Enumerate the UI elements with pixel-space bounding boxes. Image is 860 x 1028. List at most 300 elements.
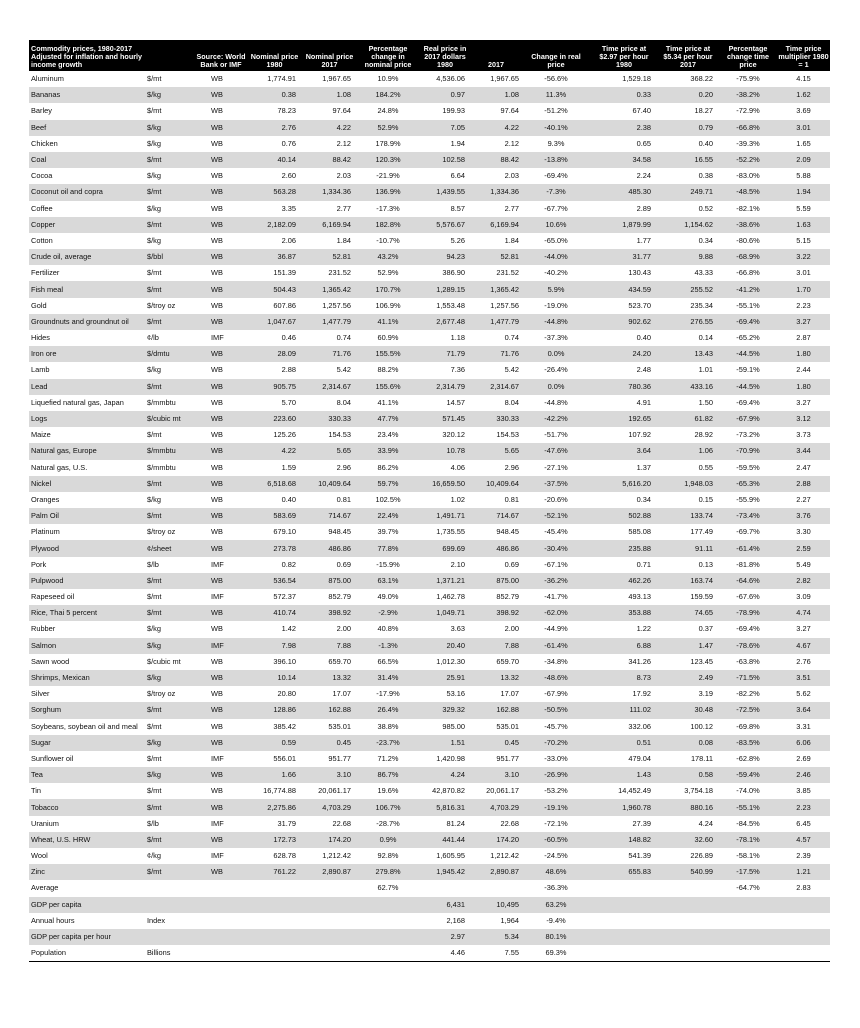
table-row	[29, 897, 830, 913]
change-real-cell: -56.6%	[544, 74, 568, 84]
table-title: Commodity prices, 1980-2017 Adjusted for inflation and hourly income growth	[31, 44, 143, 69]
change-real-cell: -51.7%	[544, 430, 568, 440]
commodity-name-cell: Fertilizer	[31, 268, 60, 278]
commodity-name-cell: Lamb	[31, 365, 50, 375]
source-cell	[195, 897, 247, 913]
real-2017-cell: 10,495	[496, 899, 519, 909]
nominal-2017-cell: 4,703.29	[322, 802, 351, 812]
pct-change-time-cell: -83.5%	[736, 737, 760, 747]
nominal-1980-cell: 556.01	[273, 753, 296, 763]
pct-change-time-cell: -73.4%	[736, 511, 760, 521]
table-body	[29, 71, 830, 962]
pct-change-time-cell: -78.1%	[736, 834, 760, 844]
pct-change-time-cell: -59.1%	[736, 365, 760, 375]
unit-cell: $/cubic mt	[147, 414, 181, 424]
real-1980-cell: 2,314.79	[436, 381, 465, 391]
source-cell: WB	[211, 608, 223, 618]
table-row	[29, 880, 830, 896]
time-price-2017-cell: 28.92	[694, 430, 713, 440]
time-multiplier-cell: 6.06	[796, 737, 811, 747]
commodity-name-cell: Coal	[31, 155, 47, 165]
change-real-cell: -61.4%	[544, 640, 568, 650]
nominal-1980-cell: 6,518.68	[267, 478, 296, 488]
pct-change-time-cell: -64.6%	[736, 575, 760, 585]
change-real-cell: -50.5%	[544, 705, 568, 715]
time-price-2017-cell: 0.20	[698, 90, 713, 100]
time-price-1980-cell: 1,960.78	[622, 802, 651, 812]
change-real-cell: -19.0%	[544, 300, 568, 310]
source-cell: IMF	[211, 851, 224, 861]
time-price-1980-cell: 780.36	[628, 381, 651, 391]
unit-cell: $/bbl	[147, 252, 164, 262]
real-2017-cell: 2,314.67	[490, 381, 519, 391]
nominal-2017-cell: 330.33	[328, 414, 351, 424]
change-real-cell: -70.2%	[544, 737, 568, 747]
change-real-cell: -44.9%	[544, 624, 568, 634]
real-2017-cell: 951.77	[496, 753, 519, 763]
unit-cell: $/dmtu	[147, 349, 170, 359]
time-price-2017-cell: 74.65	[694, 608, 713, 618]
commodity-name-cell: Tea	[31, 770, 43, 780]
time-price-1980-cell: 4.91	[636, 397, 651, 407]
time-price-1980-cell	[591, 929, 657, 945]
unit-cell: $/kg	[147, 90, 161, 100]
real-2017-cell	[471, 880, 521, 896]
unit-cell: $/mt	[147, 106, 162, 116]
time-price-1980-cell: 479.04	[628, 753, 651, 763]
nominal-2017-cell: 714.67	[328, 511, 351, 521]
time-price-2017-cell	[657, 945, 719, 962]
nominal-2017-cell: 398.92	[328, 608, 351, 618]
time-multiplier-cell: 2.69	[796, 753, 811, 763]
time-price-2017-cell: 2.49	[698, 673, 713, 683]
change-real-cell: -13.8%	[544, 155, 568, 165]
nominal-2017-cell: 0.74	[336, 333, 351, 343]
real-2017-cell: 948.45	[496, 527, 519, 537]
time-price-2017-cell	[657, 913, 719, 929]
time-price-2017-cell: 0.34	[698, 235, 713, 245]
real-1980-cell: 386.90	[442, 268, 465, 278]
unit-cell: $/mt	[147, 786, 162, 796]
commodity-name-cell: Salmon	[31, 640, 57, 650]
time-multiplier-cell: 5.62	[796, 689, 811, 699]
source-cell	[195, 880, 247, 896]
time-price-2017-cell: 13.43	[694, 349, 713, 359]
time-multiplier-cell: 2.47	[796, 462, 811, 472]
time-multiplier-cell: 5.15	[796, 235, 811, 245]
nominal-1980-cell: 223.60	[273, 414, 296, 424]
table-row	[29, 573, 830, 589]
real-2017-cell: 875.00	[496, 575, 519, 585]
commodity-name-cell: Pulpwood	[31, 575, 64, 585]
pct-change-time-cell: -63.8%	[736, 656, 760, 666]
real-1980-cell: 8.57	[450, 203, 465, 213]
change-real-cell: -37.3%	[544, 333, 568, 343]
unit-cell: $/kg	[147, 624, 161, 634]
real-2017-cell: 1,212.42	[490, 851, 519, 861]
source-cell: WB	[211, 74, 223, 84]
change-real-cell: -36.2%	[544, 575, 568, 585]
nominal-2017-cell: 1,967.65	[322, 74, 351, 84]
commodity-name-cell: Bananas	[31, 90, 61, 100]
table-row	[29, 379, 830, 395]
source-cell: WB	[211, 138, 223, 148]
pct-change-nominal-cell: 63.1%	[377, 575, 399, 585]
pct-change-time-cell: -67.6%	[736, 592, 760, 602]
nominal-1980-cell: 7.98	[281, 640, 296, 650]
pct-change-time-cell: -55.1%	[736, 300, 760, 310]
unit-cell: Billions	[147, 948, 171, 958]
time-price-1980-cell: 902.62	[628, 316, 651, 326]
time-multiplier-cell: 2.87	[796, 333, 811, 343]
nominal-1980-cell: 628.78	[273, 851, 296, 861]
pct-change-time-cell: -52.2%	[736, 155, 760, 165]
time-price-1980-cell: 0.51	[636, 737, 651, 747]
pct-change-time-cell: -65.2%	[736, 333, 760, 343]
nominal-1980-cell: 0.40	[281, 494, 296, 504]
time-multiplier-cell: 2.23	[796, 802, 811, 812]
real-1980-cell: 1.18	[450, 333, 465, 343]
unit-cell: $/mt	[147, 834, 162, 844]
time-multiplier-cell: 5.88	[796, 171, 811, 181]
time-multiplier-cell: 3.12	[796, 414, 811, 424]
pct-change-nominal-cell: 88.2%	[377, 365, 399, 375]
change-real-cell: -72.1%	[544, 818, 568, 828]
source-cell: WB	[211, 462, 223, 472]
table-row	[29, 540, 830, 556]
commodity-name-cell: Annual hours	[31, 915, 75, 925]
time-price-1980-cell: 434.59	[628, 284, 651, 294]
pct-change-time-cell	[719, 897, 777, 913]
pct-change-nominal-cell: 19.6%	[377, 786, 399, 796]
table-row	[29, 524, 830, 540]
pct-change-nominal-cell: -1.3%	[378, 640, 398, 650]
nominal-1980-cell: 563.28	[273, 187, 296, 197]
pct-change-nominal-cell: 92.8%	[377, 851, 399, 861]
table-row	[29, 686, 830, 702]
pct-change-nominal-cell: 136.9%	[375, 187, 401, 197]
header-pct-nominal: Percentage change in nominal price	[364, 44, 412, 69]
nominal-2017-cell: 5.42	[336, 365, 351, 375]
table-row	[29, 249, 830, 265]
time-price-1980-cell	[591, 913, 657, 929]
nominal-1980-cell	[247, 913, 302, 929]
source-cell: WB	[211, 770, 223, 780]
pct-change-nominal-cell: 86.7%	[377, 770, 399, 780]
header-nominal-1980: Nominal price 1980	[250, 52, 299, 69]
nominal-2017-cell: 951.77	[328, 753, 351, 763]
source-cell: IMF	[211, 753, 224, 763]
table-header-row	[29, 40, 830, 71]
pct-change-nominal-cell: 155.5%	[375, 349, 401, 359]
source-cell: WB	[211, 122, 223, 132]
real-2017-cell: 7.88	[504, 640, 519, 650]
time-multiplier-cell: 3.85	[796, 786, 811, 796]
time-multiplier-cell: 1.80	[796, 349, 811, 359]
real-2017-cell: 88.42	[500, 155, 519, 165]
time-price-2017-cell: 4.24	[698, 818, 713, 828]
time-price-2017-cell: 276.55	[690, 316, 713, 326]
source-cell: WB	[211, 737, 223, 747]
unit-cell: $/troy oz	[147, 689, 176, 699]
nominal-2017-cell: 1,334.36	[322, 187, 351, 197]
header-source: Source: World Bank or IMF	[196, 52, 246, 69]
time-multiplier-cell: 5.59	[796, 203, 811, 213]
pct-change-nominal-cell: 71.2%	[377, 753, 399, 763]
unit-cell: $/kg	[147, 640, 161, 650]
real-2017-cell: 2.03	[504, 171, 519, 181]
pct-change-time-cell: -83.0%	[736, 171, 760, 181]
real-1980-cell: 2.97	[450, 932, 465, 942]
commodity-name-cell: Logs	[31, 414, 48, 424]
real-1980-cell: 1,420.98	[436, 753, 465, 763]
time-price-2017-cell	[657, 880, 719, 896]
commodity-name-cell: Nickel	[31, 478, 52, 488]
nominal-1980-cell: 2,275.86	[267, 802, 296, 812]
unit-cell: $/kg	[147, 770, 161, 780]
time-price-2017-cell: 1.01	[698, 365, 713, 375]
change-real-cell: 0.0%	[547, 349, 565, 359]
nominal-1980-cell: 273.78	[273, 543, 296, 553]
change-real-cell: -26.9%	[544, 770, 568, 780]
unit-cell	[145, 880, 195, 896]
real-1980-cell: 1,553.48	[436, 300, 465, 310]
unit-cell: ¢/kg	[147, 851, 161, 861]
real-2017-cell: 0.45	[504, 737, 519, 747]
source-cell: WB	[211, 656, 223, 666]
real-1980-cell: 7.05	[450, 122, 465, 132]
nominal-2017-cell: 1.08	[336, 90, 351, 100]
unit-cell: $/mt	[147, 430, 162, 440]
time-multiplier-cell: 3.09	[796, 592, 811, 602]
pct-change-time-cell	[719, 913, 777, 929]
real-2017-cell: 10,409.64	[486, 478, 519, 488]
pct-change-time-cell: -55.9%	[736, 494, 760, 504]
nominal-2017-cell: 52.81	[332, 252, 351, 262]
table-row	[29, 152, 830, 168]
real-2017-cell: 486.86	[496, 543, 519, 553]
nominal-2017-cell: 22.68	[332, 818, 351, 828]
pct-change-nominal-cell: 155.6%	[375, 381, 401, 391]
source-cell: WB	[211, 705, 223, 715]
pct-change-nominal-cell	[357, 897, 419, 913]
change-real-cell: -60.5%	[544, 834, 568, 844]
nominal-1980-cell: 1,047.67	[267, 316, 296, 326]
real-2017-cell: 7.55	[504, 948, 519, 958]
time-price-1980-cell: 0.33	[636, 90, 651, 100]
time-price-2017-cell: 100.12	[690, 721, 713, 731]
time-multiplier-cell: 2.59	[796, 543, 811, 553]
time-price-1980-cell: 655.83	[628, 867, 651, 877]
commodity-name-cell: Rapeseed oil	[31, 592, 75, 602]
time-price-2017-cell: 0.52	[698, 203, 713, 213]
time-price-2017-cell: 226.89	[690, 851, 713, 861]
unit-cell: $/mt	[147, 478, 162, 488]
nominal-2017-cell: 1,257.56	[322, 300, 351, 310]
pct-change-time-cell: -82.1%	[736, 203, 760, 213]
pct-change-time-cell: -38.2%	[736, 90, 760, 100]
time-price-2017-cell: 3.19	[698, 689, 713, 699]
time-price-1980-cell: 2.24	[636, 171, 651, 181]
nominal-1980-cell: 10.14	[277, 673, 296, 683]
pct-change-time-cell: -48.5%	[736, 187, 760, 197]
change-real-cell: -65.0%	[544, 235, 568, 245]
pct-change-nominal-cell	[357, 945, 419, 962]
time-multiplier-cell: 3.27	[796, 624, 811, 634]
commodity-name-cell: Pork	[31, 559, 47, 569]
time-price-2017-cell: 1,948.03	[684, 478, 713, 488]
real-1980-cell: 1,371.21	[436, 575, 465, 585]
time-price-1980-cell: 353.88	[628, 608, 651, 618]
commodity-name-cell: Cotton	[31, 235, 53, 245]
pct-change-nominal-cell: 182.8%	[375, 219, 401, 229]
source-cell: WB	[211, 365, 223, 375]
time-price-1980-cell: 1.22	[636, 624, 651, 634]
time-multiplier-cell: 3.64	[796, 705, 811, 715]
time-multiplier-cell: 4.74	[796, 608, 811, 618]
table-row	[29, 702, 830, 718]
commodity-name-cell: Soybeans, soybean oil and meal	[31, 721, 138, 731]
nominal-1980-cell: 36.87	[277, 252, 296, 262]
unit-cell: $/kg	[147, 203, 161, 213]
pct-change-time-cell: -73.2%	[736, 430, 760, 440]
pct-change-nominal-cell: -21.9%	[376, 171, 400, 181]
table-row	[29, 492, 830, 508]
change-real-cell: -24.5%	[544, 851, 568, 861]
source-cell: IMF	[211, 640, 224, 650]
pct-change-time-cell: -62.8%	[736, 753, 760, 763]
time-multiplier-cell	[777, 897, 830, 913]
source-cell: WB	[211, 446, 223, 456]
time-price-1980-cell: 0.71	[636, 559, 651, 569]
change-real-cell: -48.6%	[544, 673, 568, 683]
real-1980-cell: 53.16	[446, 689, 465, 699]
real-1980-cell: 1,049.71	[436, 608, 465, 618]
time-price-2017-cell: 0.13	[698, 559, 713, 569]
commodity-name-cell: Palm Oil	[31, 511, 59, 521]
time-price-1980-cell: 1,879.99	[622, 219, 651, 229]
pct-change-nominal-cell: 52.9%	[377, 122, 399, 132]
pct-change-nominal-cell: 43.2%	[377, 252, 399, 262]
real-1980-cell: 10.78	[446, 446, 465, 456]
pct-change-time-cell: -80.6%	[736, 235, 760, 245]
commodity-name-cell: Silver	[31, 689, 50, 699]
commodity-name-cell: Sawn wood	[31, 656, 70, 666]
change-real-cell: -40.1%	[544, 122, 568, 132]
commodity-name-cell: Gold	[31, 300, 47, 310]
pct-change-time-cell: -78.9%	[736, 608, 760, 618]
real-2017-cell: 1,964	[500, 915, 519, 925]
time-price-1980-cell: 1.37	[636, 462, 651, 472]
table-row	[29, 346, 830, 362]
table-row	[29, 621, 830, 637]
real-1980-cell: 1.51	[450, 737, 465, 747]
unit-cell: $/mt	[147, 721, 162, 731]
time-price-2017-cell: 880.16	[690, 802, 713, 812]
time-price-1980-cell	[591, 897, 657, 913]
time-price-1980-cell: 5,616.20	[622, 478, 651, 488]
pct-change-nominal-cell	[357, 913, 419, 929]
time-price-1980-cell: 24.20	[632, 349, 651, 359]
unit-cell: $/lb	[147, 559, 159, 569]
time-price-2017-cell: 43.33	[694, 268, 713, 278]
pct-change-nominal-cell: 106.7%	[375, 802, 401, 812]
source-cell	[195, 945, 247, 962]
real-1980-cell: 5,576.67	[436, 219, 465, 229]
real-1980-cell: 1,462.78	[436, 592, 465, 602]
time-price-1980-cell: 0.65	[636, 138, 651, 148]
commodity-price-table	[29, 40, 830, 962]
table-row	[29, 751, 830, 767]
source-cell: WB	[211, 414, 223, 424]
pct-change-nominal-cell: 178.9%	[375, 138, 401, 148]
change-real-cell: 48.6%	[545, 867, 567, 877]
nominal-2017-cell: 88.42	[332, 155, 351, 165]
nominal-2017-cell: 5.65	[336, 446, 351, 456]
pct-change-time-cell: -59.5%	[736, 462, 760, 472]
time-price-2017-cell: 255.52	[690, 284, 713, 294]
nominal-1980-cell: 385.42	[273, 721, 296, 731]
unit-cell: $/kg	[147, 171, 161, 181]
real-1980-cell: 3.63	[450, 624, 465, 634]
commodity-name-cell: Crude oil, average	[31, 252, 92, 262]
pct-change-nominal-cell: 59.7%	[377, 478, 399, 488]
time-price-2017-cell: 1.50	[698, 397, 713, 407]
time-multiplier-cell: 3.76	[796, 511, 811, 521]
real-1980-cell: 699.69	[442, 543, 465, 553]
source-cell: WB	[211, 235, 223, 245]
change-real-cell: -67.1%	[544, 559, 568, 569]
time-price-2017-cell: 249.71	[690, 187, 713, 197]
time-price-2017-cell: 159.59	[690, 592, 713, 602]
table-row	[29, 184, 830, 200]
nominal-2017-cell: 1.84	[336, 235, 351, 245]
unit-cell: $/kg	[147, 737, 161, 747]
unit-cell: $/kg	[147, 494, 161, 504]
pct-change-nominal-cell: 40.8%	[377, 624, 399, 634]
nominal-2017-cell: 4.22	[336, 122, 351, 132]
pct-change-time-cell: -64.7%	[736, 883, 760, 893]
pct-change-nominal-cell: 279.8%	[375, 867, 401, 877]
pct-change-time-cell	[719, 929, 777, 945]
real-2017-cell: 174.20	[496, 834, 519, 844]
pct-change-time-cell: -72.9%	[736, 106, 760, 116]
real-1980-cell: 4.06	[450, 462, 465, 472]
time-price-2017-cell: 540.99	[690, 867, 713, 877]
pct-change-nominal-cell: 102.5%	[375, 494, 401, 504]
commodity-name-cell: GDP per capita per hour	[31, 932, 111, 942]
pct-change-nominal-cell: 66.5%	[377, 656, 399, 666]
source-cell: WB	[211, 155, 223, 165]
unit-cell: $/lb	[147, 818, 159, 828]
pct-change-time-cell: -41.2%	[736, 284, 760, 294]
nominal-2017-cell: 1,477.79	[322, 316, 351, 326]
nominal-2017-cell: 2.12	[336, 138, 351, 148]
unit-cell: $/cubic mt	[147, 656, 181, 666]
time-multiplier-cell: 4.67	[796, 640, 811, 650]
unit-cell: $/mt	[147, 316, 162, 326]
commodity-name-cell: Natural gas, Europe	[31, 446, 97, 456]
real-2017-cell: 154.53	[496, 430, 519, 440]
time-price-1980-cell: 2.89	[636, 203, 651, 213]
nominal-2017-cell: 0.69	[336, 559, 351, 569]
time-price-1980-cell: 585.08	[628, 527, 651, 537]
source-cell: WB	[211, 802, 223, 812]
source-cell: IMF	[211, 333, 224, 343]
time-price-2017-cell: 123.45	[690, 656, 713, 666]
pct-change-time-cell	[719, 945, 777, 962]
real-2017-cell: 330.33	[496, 414, 519, 424]
